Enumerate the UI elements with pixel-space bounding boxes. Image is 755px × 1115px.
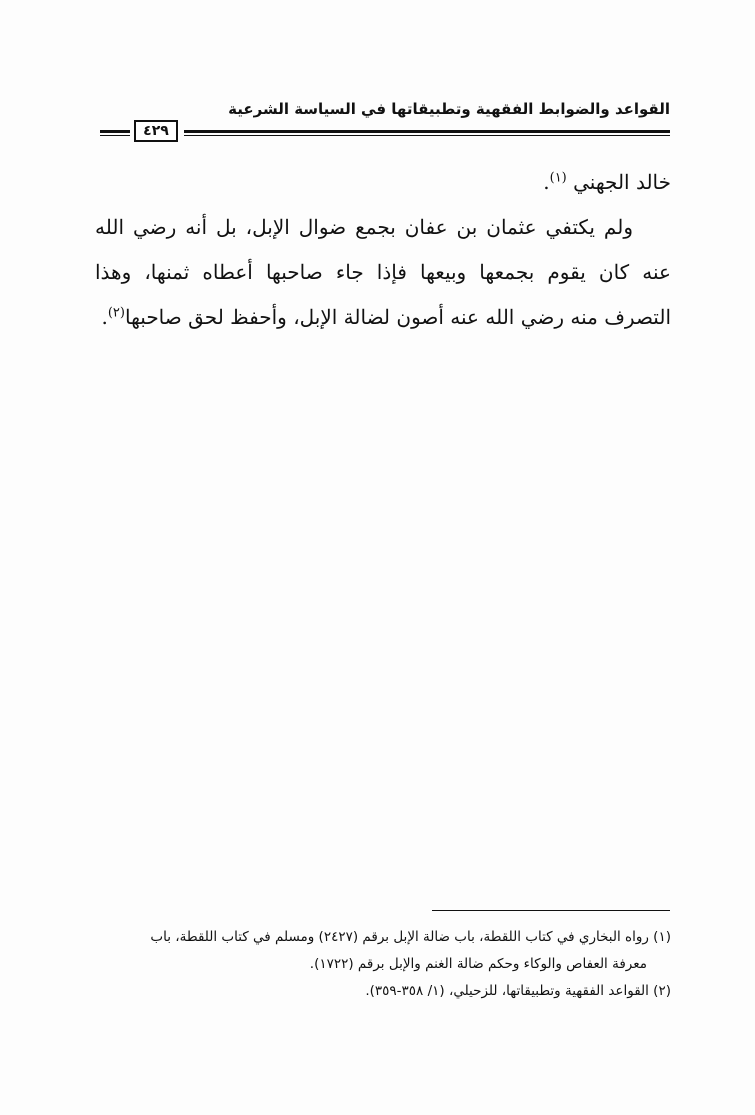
footnote-separator: [432, 910, 670, 911]
running-header: [100, 100, 670, 154]
footnote-ref-1: (١): [549, 170, 567, 186]
header-rule: [184, 130, 670, 136]
body-text: [95, 160, 671, 340]
footnote-2: (٢) القواعد الفقهية وتطبيقاتها، للزحيلي، (١/ ٣٥٨-٣٥٩).: [365, 983, 671, 999]
header-rule-left: [100, 130, 130, 136]
running-header-title: القواعد والضوابط الفقهية وتطبيقاتها في السياسة الشرعية: [228, 100, 670, 118]
footnote-1-line-1: (١) رواه البخاري في كتاب اللقطة، باب ضالة الإبل برقم (٢٤٢٧) ومسلم في كتاب اللقطة، باب: [150, 929, 671, 945]
paragraph-1-end: .: [543, 170, 550, 194]
paragraph-2: [95, 205, 671, 340]
paragraph-2-end: .: [101, 305, 108, 329]
paragraph-1-text: خالد الجهني: [573, 170, 671, 194]
paragraph-1: [95, 160, 671, 205]
footnotes: [95, 924, 671, 1005]
footnote-ref-2: (٢): [107, 305, 125, 321]
page-number: ٤٢٩: [134, 120, 178, 142]
paragraph-2-text: ولم يكتفي عثمان بن عفان بجمع ضوال الإبل، بل أنه رضي الله عنه كان يقوم بجمعها وبيعها فإذا جاء صاحبها أعطاه ثمنها، وهذا التصرف منه رضي الله عنه أصون لضالة الإبل، وأحفظ لحق صاحبها: [95, 215, 671, 329]
footnote-1-line-2: معرفة العفاص والوكاء وحكم ضالة الغنم والإبل برقم (١٧٢٢).: [309, 956, 647, 972]
